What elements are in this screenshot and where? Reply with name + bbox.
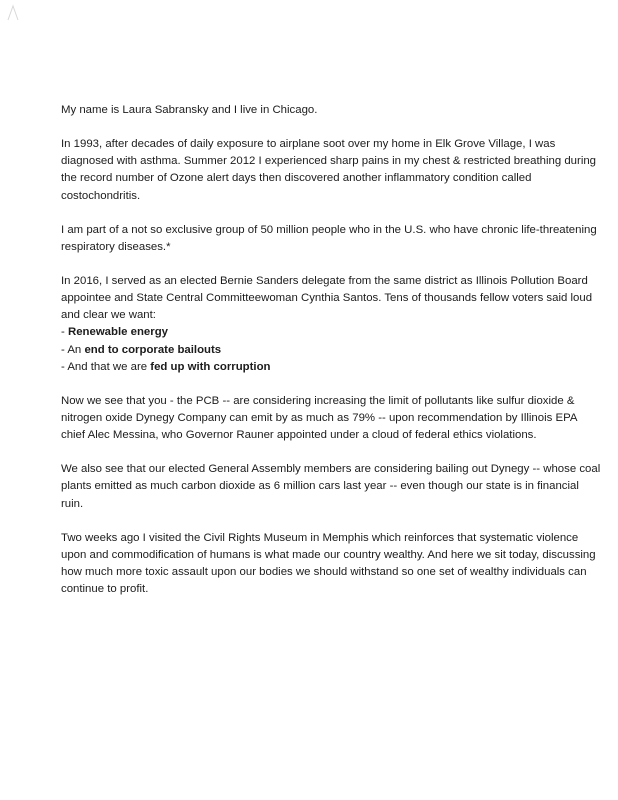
list-item-prefix: -	[61, 326, 68, 339]
museum-paragraph: Two weeks ago I visited the Civil Rights Museum in Memphis which reinforces that systematic violence upon and commodification of humans is what made our country wealthy. And here we sit today, discussing how much more toxic assault upon our bodies we should withstand so one set of wealthy individuals can continue to profit.	[61, 531, 596, 596]
asthma-paragraph: In 1993, after decades of daily exposure to airplane soot over my home in Elk Grove Village, I was diagnosed with asthma. Summer 2012 I experienced sharp pains in my chest & restricted breathing during the record number of Ozone alert days then discovered another inflammatory condition called costochondritis.	[61, 138, 597, 202]
scan-corner-mark-icon	[6, 4, 20, 22]
respiratory-group-paragraph: I am part of a not so exclusive group of 50 million people who in the U.S. who have chronic life-threatening respiratory diseases.*	[61, 223, 597, 253]
pcb-paragraph: Now we see that you - the PCB -- are considering increasing the limit of pollutants like sulfur dioxide & nitrogen oxide Dynegy Company can emit by as much as 79% -- upon recommendation by Illinois EPA chief Alec Messina, who Governor Rauner appointed under a cloud of federal ethics violations.	[61, 394, 577, 442]
delegate-section	[61, 273, 601, 376]
list-item-bold: fed up with corruption	[150, 360, 271, 373]
delegate-paragraph: In 2016, I served as an elected Bernie Sanders delegate from the same district as Illinois Pollution Board appointee and State Central Committeewoman Cynthia Santos. Tens of thousands fellow voters said loud and clear we want:	[61, 274, 593, 322]
list-item-bold: end to corporate bailouts	[84, 343, 222, 356]
list-item	[61, 342, 601, 359]
list-item-prefix: - An	[61, 343, 85, 356]
list-item	[61, 359, 601, 376]
list-item-bold: Renewable energy	[67, 326, 168, 339]
letter-body	[61, 102, 601, 615]
list-item-prefix: - And that we are	[61, 360, 151, 373]
wants-list	[61, 324, 601, 376]
list-item	[61, 324, 601, 341]
bailout-paragraph: We also see that our elected General Assembly members are considering bailing out Dynegy -- whose coal plants emitted as much carbon dioxide as 6 million cars last year -- even though our state is in financial ruin.	[61, 463, 601, 510]
intro-paragraph: My name is Laura Sabransky and I live in Chicago.	[61, 104, 318, 116]
